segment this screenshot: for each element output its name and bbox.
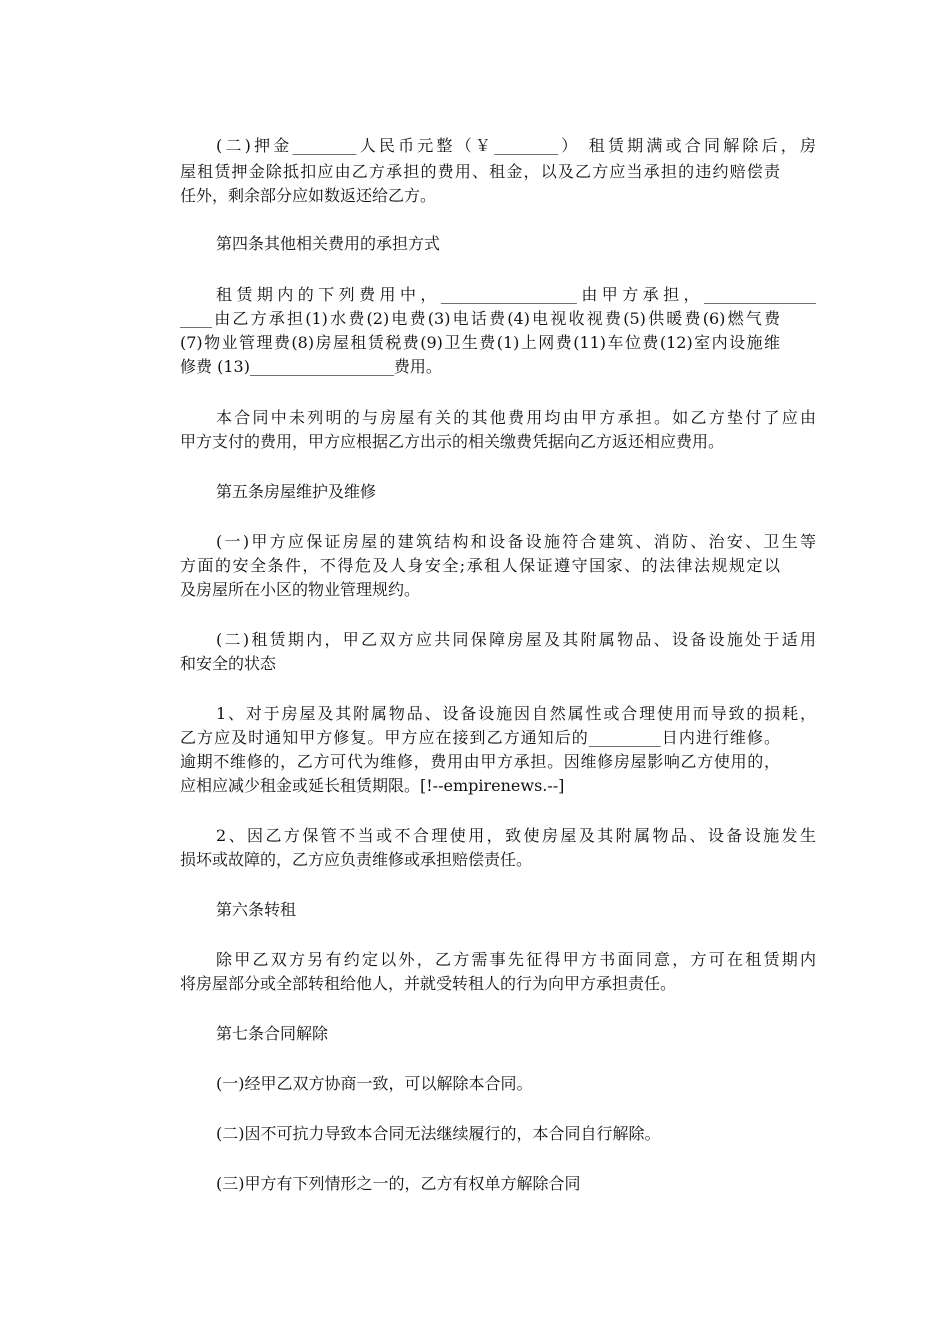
text-line: 方面的安全条件，不得危及人身安全;承租人保证遵守国家、的法律法规规定以 [180, 556, 780, 575]
text-line: (一)经甲乙双方协商一致，可以解除本合同。 [216, 1074, 533, 1093]
text-line: 逾期不维修的，乙方可代为维修，费用由甲方承担。因维修房屋影响乙方使用的， [180, 752, 780, 771]
text-line: (一)甲方应保证房屋的建筑结构和设备设施符合建筑、消防、治安、卫生等 [216, 532, 816, 551]
text-line: (二)因不可抗力导致本合同无法继续履行的，本合同自行解除。 [216, 1124, 661, 1143]
text-line: (二)押金________人民币元整（￥________） 租赁期满或合同解除后，房 [216, 136, 816, 155]
text-line: 将房屋部分或全部转租给他人，并就受转租人的行为向甲方承担责任。 [180, 974, 677, 993]
text-line: 第五条房屋维护及维修 [216, 482, 377, 501]
text-line: 第七条合同解除 [216, 1024, 329, 1043]
text-line: 2、因乙方保管不当或不合理使用，致使房屋及其附属物品、设备设施发生 [216, 826, 816, 845]
text-line: 应相应减少租金或延长租赁期限。[!--empirenews.--] [180, 776, 565, 795]
text-line: (三)甲方有下列情形之一的，乙方有权单方解除合同 [216, 1174, 581, 1193]
text-line: 本合同中未列明的与房屋有关的其他费用均由甲方承担。如乙方垫付了应由 [216, 408, 816, 427]
text-line: 损坏或故障的，乙方应负责维修或承担赔偿责任。 [180, 850, 533, 869]
text-line: 第四条其他相关费用的承担方式 [216, 234, 441, 253]
text-line: 1、对于房屋及其附属物品、设备设施因自然属性或合理使用而导致的损耗， [216, 704, 816, 723]
text-line: 和安全的状态 [180, 654, 277, 673]
text-line: 及房屋所在小区的物业管理规约。 [180, 580, 421, 599]
text-line: 屋租赁押金除抵扣应由乙方承担的费用、租金，以及乙方应当承担的违约赔偿责 [180, 162, 780, 181]
text-line: 除甲乙双方另有约定以外，乙方需事先征得甲方书面同意，方可在租赁期内 [216, 950, 816, 969]
text-line: 第六条转租 [216, 900, 297, 919]
text-line: 租赁期内的下列费用中，_________________由甲方承担，______________ [216, 285, 816, 304]
text-line: ____由乙方承担(1)水费(2)电费(3)电话费(4)电视收视费(5)供暖费(6)燃气费 [180, 309, 780, 328]
text-line: 修费 (13)__________________费用。 [180, 357, 442, 376]
text-line: 任外，剩余部分应如数返还给乙方。 [180, 186, 437, 205]
text-line: 乙方应及时通知甲方修复。甲方应在接到乙方通知后的_________日内进行维修。 [180, 728, 780, 747]
text-line: (二)租赁期内，甲乙双方应共同保障房屋及其附属物品、设备设施处于适用 [216, 630, 816, 649]
text-line: (7)物业管理费(8)房屋租赁税费(9)卫生费(1)上网费(11)车位费(12)室内设施维 [180, 333, 780, 352]
text-line: 甲方支付的费用，甲方应根据乙方出示的相关缴费凭据向乙方返还相应费用。 [180, 432, 725, 451]
